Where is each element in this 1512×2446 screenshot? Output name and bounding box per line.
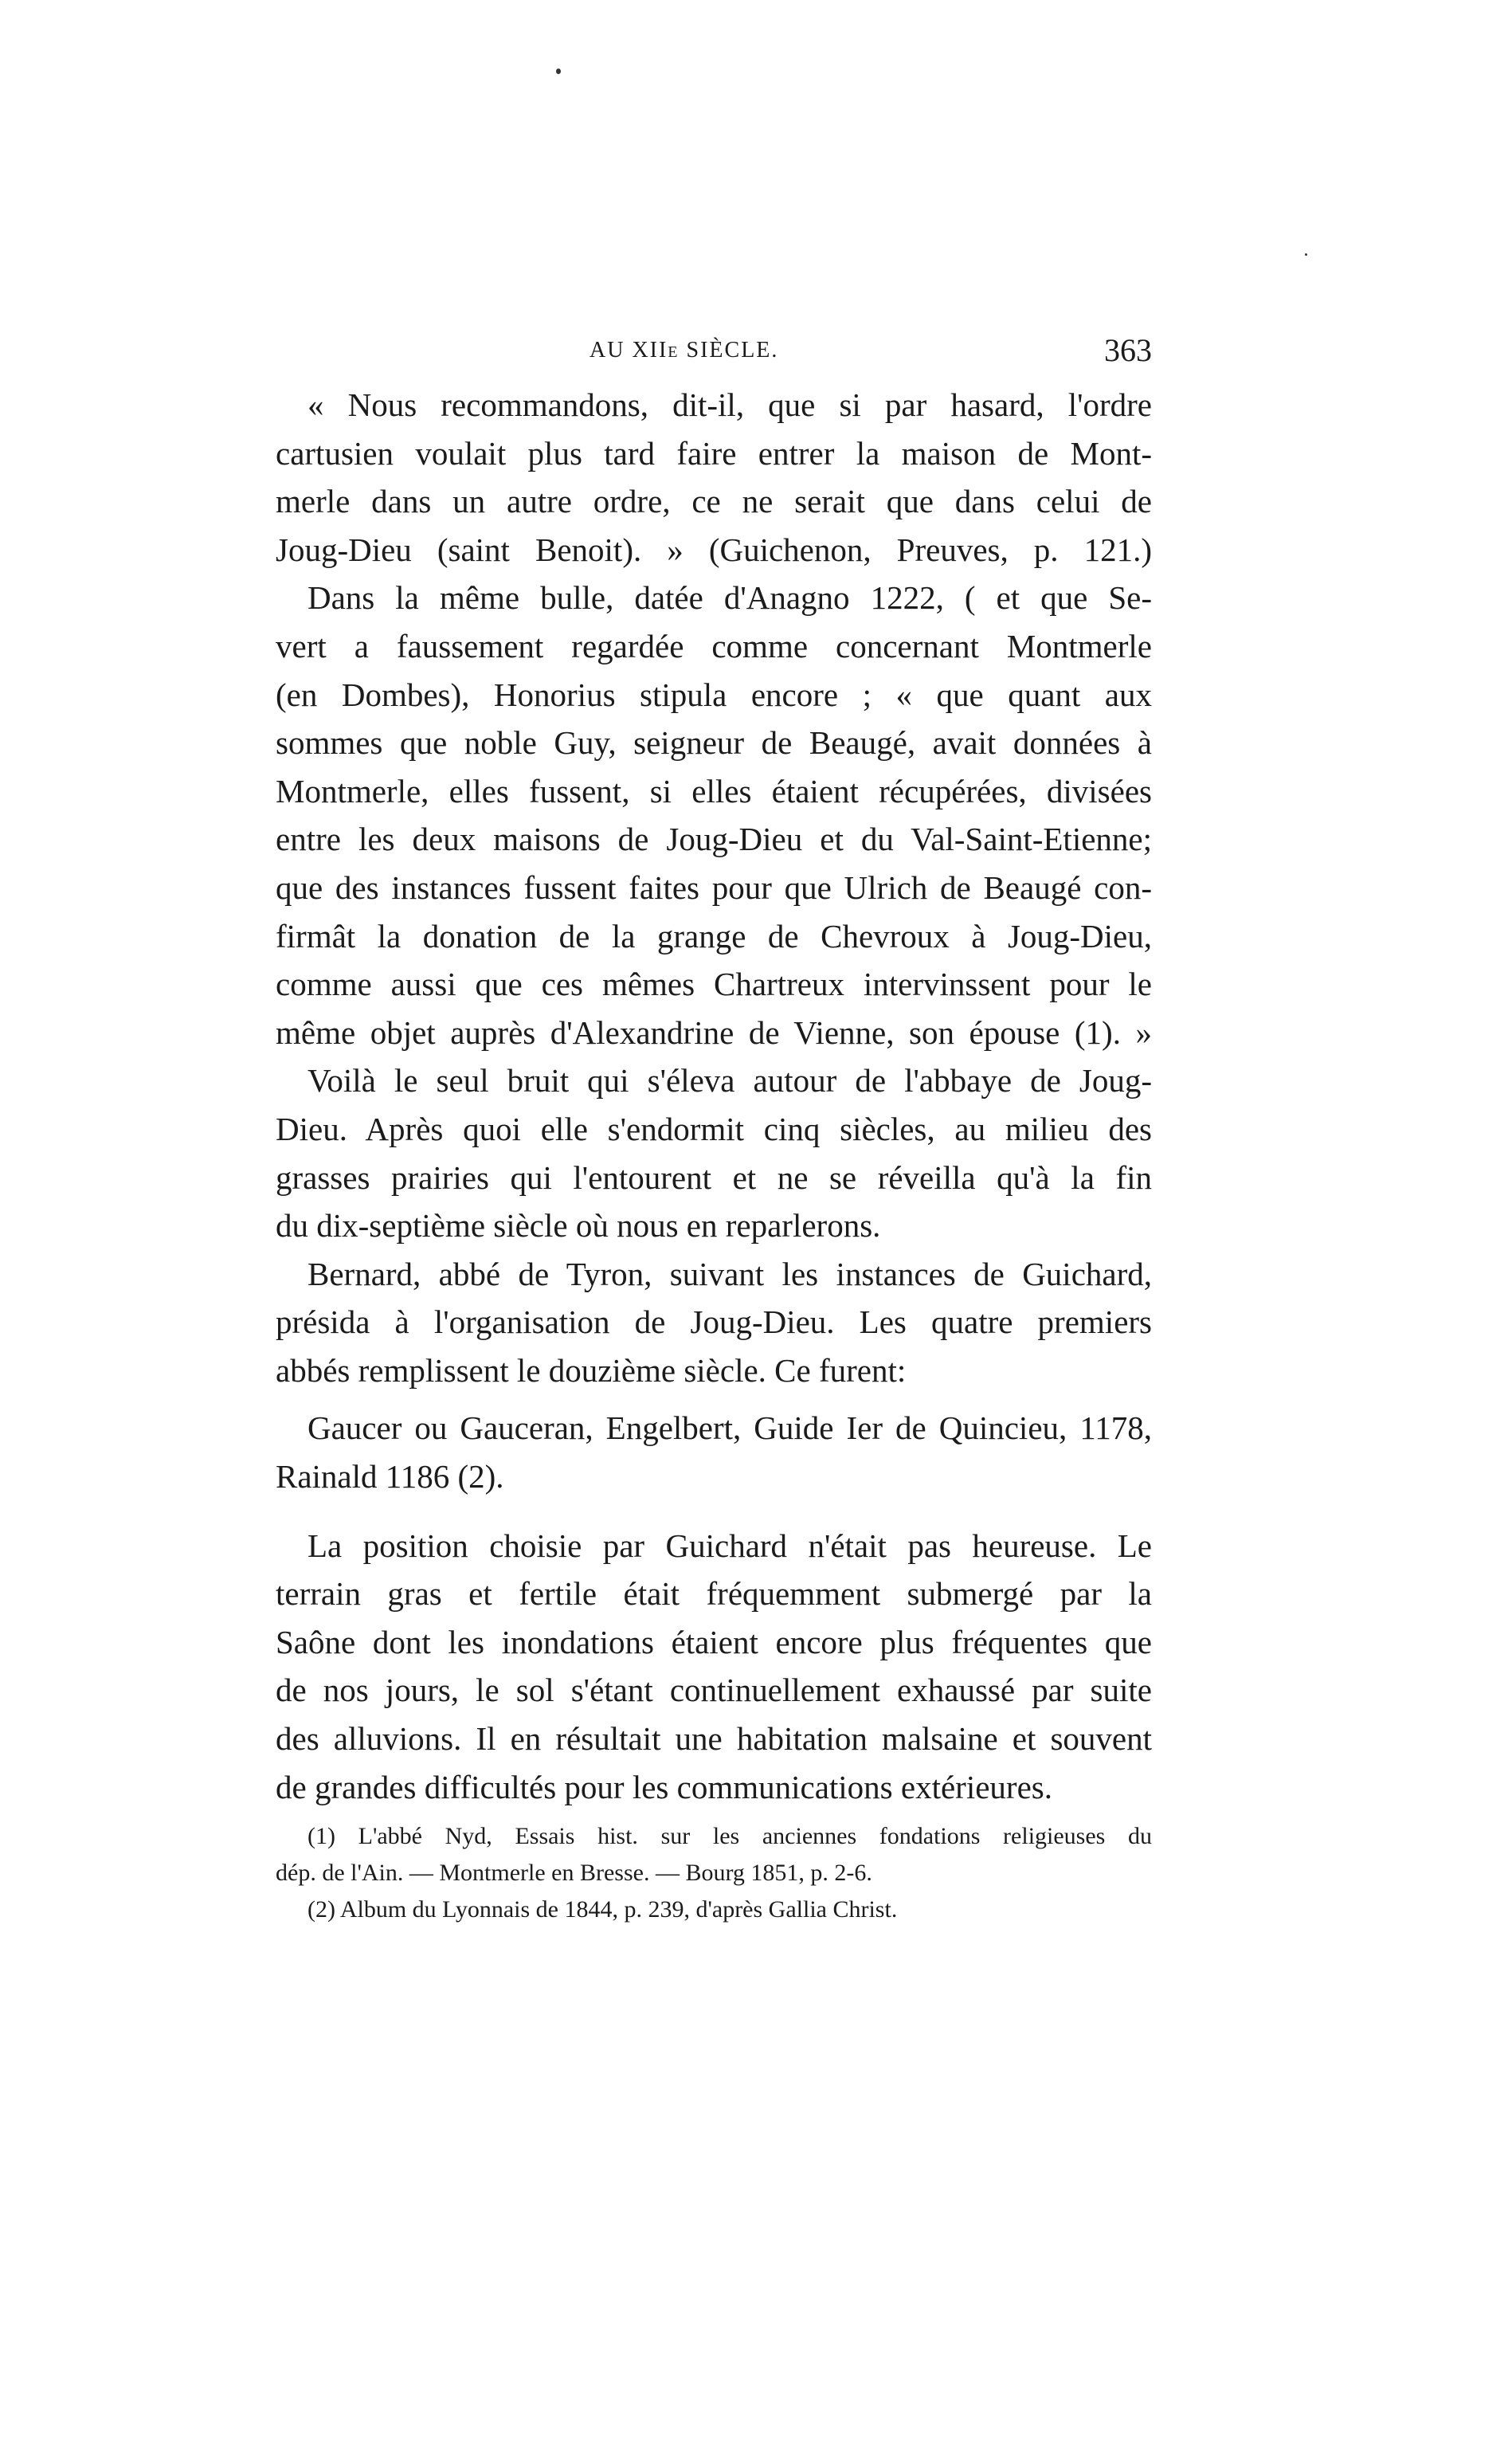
text-line: de nos jours, le sol s'étant continuellement exhaussé par suite: [276, 1672, 1152, 1709]
text-line: Dieu. Après quoi elle s'endormit cinq siècles, au milieu des: [276, 1110, 1152, 1147]
text-line: de grandes difficultés pour les communications extérieures.: [276, 1768, 1052, 1805]
text-line: firmât la donation de la grange de Chevroux à Joug-Dieu,: [276, 917, 1152, 954]
page-header: [276, 328, 1152, 376]
text-line: comme aussi que ces mêmes Chartreux intervinssent pour le: [276, 966, 1152, 1003]
text-line: Montmerle, elles fussent, si elles étaient récupérées, divisées: [276, 772, 1152, 809]
ink-speck: [1305, 253, 1307, 256]
text-line: Joug-Dieu (saint Benoit). » (Guichenon, Preuves, p. 121.): [276, 531, 1152, 568]
text-line: vert a faussement regardée comme concernant Montmerle: [276, 627, 1152, 664]
text-line: abbés remplissent le douzième siècle. Ce furent:: [276, 1351, 907, 1389]
text-line: que des instances fussent faites pour que Ulrich de Beaugé con-: [276, 868, 1152, 906]
text-line: grasses prairies qui l'entourent et ne se réveilla qu'à la fin: [276, 1158, 1152, 1196]
text-line: Rainald 1186 (2).: [276, 1458, 504, 1495]
page-number: 363: [1104, 332, 1152, 368]
text-line: « Nous recommandons, dit-il, que si par hasard, l'ordre: [307, 386, 1152, 423]
footnote-line: (1) L'abbé Nyd, Essais hist. sur les anciennes fondations religieuses du: [307, 1823, 1152, 1849]
footnote-line: (2) Album du Lyonnais de 1844, p. 239, d'après Gallia Christ.: [307, 1896, 898, 1923]
ink-speck: [556, 69, 561, 74]
footnote-line: dép. de l'Ain. — Montmerle en Bresse. — Bourg 1851, p. 2-6.: [276, 1860, 872, 1886]
text-line: entre les deux maisons de Joug-Dieu et du Val-Saint-Etienne;: [276, 821, 1152, 858]
running-head: AU XIIe SIÈCLE.: [590, 338, 779, 363]
text-line: Dans la même bulle, datée d'Anagno 1222, ( et que Se-: [307, 579, 1152, 617]
text-line: Bernard, abbé de Tyron, suivant les instances de Guichard,: [307, 1255, 1152, 1292]
text-line: sommes que noble Guy, seigneur de Beaugé, avait données à: [276, 724, 1152, 762]
text-line: cartusien voulait plus tard faire entrer la maison de Mont-: [276, 434, 1152, 472]
paragraph-gap: [276, 1501, 1152, 1522]
text-line: des alluvions. Il en résultait une habitation malsaine et souvent: [276, 1720, 1152, 1758]
text-line: La position choisie par Guichard n'était pas heureuse. Le: [307, 1527, 1152, 1564]
text-line: présida à l'organisation de Joug-Dieu. Les quatre premiers: [276, 1303, 1152, 1341]
paragraph-gap: [276, 1394, 1152, 1404]
text-line: Voilà le seul bruit qui s'éleva autour de l'abbaye de Joug-: [307, 1062, 1152, 1100]
text-line: Saône dont les inondations étaient encore plus fréquentes que: [276, 1623, 1152, 1660]
text-line: même objet auprès d'Alexandrine de Vienne, son épouse (1). »: [276, 1013, 1152, 1051]
text-line: terrain gras et fertile était fréquemment submergé par la: [276, 1575, 1152, 1613]
text-line: (en Dombes), Honorius stipula encore ; « que quant aux: [276, 676, 1152, 713]
text-line: merle dans un autre ordre, ce ne serait que dans celui de: [276, 483, 1152, 520]
body-text: [276, 381, 1152, 1811]
footnotes: [276, 1818, 1152, 1928]
text-line: du dix-septième siècle où nous en reparlerons.: [276, 1207, 881, 1245]
text-line: Gaucer ou Gauceran, Engelbert, Guide Ier de Quincieu, 1178,: [307, 1409, 1152, 1447]
